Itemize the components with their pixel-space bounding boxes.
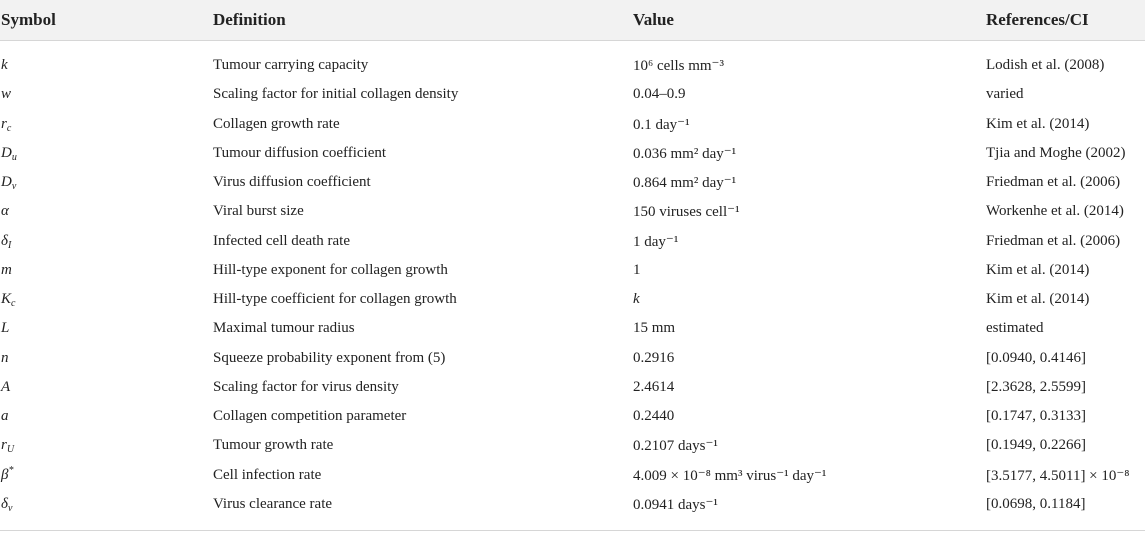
cell-symbol	[0, 314, 213, 343]
cell-value: 2.4614	[633, 378, 675, 395]
cell-value: 0.864 mm² day⁻¹	[633, 175, 737, 192]
cell-symbol	[0, 197, 213, 226]
cell-definition: Hill-type coefficient for collagen growth	[213, 291, 457, 308]
cell-value: 0.2107 days⁻¹	[633, 438, 718, 455]
table-row	[0, 461, 1145, 490]
cell-value: 150 viruses cell⁻¹	[633, 204, 740, 221]
cell-reference: [0.0698, 0.1184]	[986, 495, 1086, 512]
cell-reference: Tjia and Moghe (2002)	[986, 144, 1126, 161]
table-row	[0, 256, 1145, 285]
cell-reference: Friedman et al. (2006)	[986, 232, 1121, 249]
cell-symbol	[0, 431, 213, 460]
cell-definition: Virus diffusion coefficient	[213, 174, 371, 191]
table-row	[0, 227, 1145, 256]
cell-reference: [2.3628, 2.5599]	[986, 378, 1086, 395]
cell-symbol	[0, 139, 213, 168]
symbol-main: D	[1, 144, 12, 161]
cell-definition: Squeeze probability exponent from (5)	[213, 349, 446, 366]
symbol-main: r	[1, 115, 7, 132]
cell-definition: Virus clearance rate	[213, 495, 333, 512]
table-row	[0, 431, 1145, 460]
table-row	[0, 402, 1145, 431]
bottom-divider	[0, 530, 1145, 531]
cell-reference: Kim et al. (2014)	[986, 291, 1090, 308]
header-row	[0, 0, 1145, 41]
cell-symbol	[0, 285, 213, 314]
symbol-main: D	[1, 174, 12, 191]
table-row	[0, 41, 1145, 81]
cell-reference: Friedman et al. (2006)	[986, 174, 1121, 191]
cell-reference: Lodish et al. (2008)	[986, 57, 1105, 74]
cell-symbol	[0, 373, 213, 402]
cell-symbol	[0, 256, 213, 285]
cell-definition: Scaling factor for virus density	[213, 378, 399, 395]
cell-reference: Kim et al. (2014)	[986, 115, 1090, 132]
cell-value: k	[633, 291, 640, 308]
cell-definition: Cell infection rate	[213, 466, 322, 483]
cell-symbol	[0, 490, 213, 519]
cell-value: 1	[633, 261, 641, 278]
symbol-main: δ	[1, 232, 8, 249]
table-row	[0, 110, 1145, 139]
cell-symbol	[0, 168, 213, 197]
table-row	[0, 490, 1145, 519]
cell-definition: Viral burst size	[213, 203, 304, 220]
cell-value: 0.1 day⁻¹	[633, 116, 690, 133]
symbol-subscript: u	[11, 151, 17, 163]
table-row	[0, 344, 1145, 373]
cell-definition: Hill-type exponent for collagen growth	[213, 261, 448, 278]
symbol-main: δ	[1, 495, 8, 512]
symbol-subscript: v	[11, 181, 17, 193]
cell-reference: [0.1949, 0.2266]	[986, 437, 1086, 454]
table-header	[0, 0, 1145, 41]
symbol-main: r	[1, 437, 7, 454]
cell-reference: [0.1747, 0.3133]	[986, 408, 1086, 425]
symbol-main: α	[1, 203, 9, 220]
table-body	[0, 41, 1145, 520]
cell-reference: Kim et al. (2014)	[986, 261, 1090, 278]
cell-value: 0.0941 days⁻¹	[633, 496, 718, 513]
cell-value: 1 day⁻¹	[633, 233, 679, 250]
cell-definition: Maximal tumour radius	[213, 320, 355, 337]
cell-definition: Tumour diffusion coefficient	[213, 144, 387, 161]
cell-definition: Collagen growth rate	[213, 115, 340, 132]
symbol-main: m	[1, 261, 12, 278]
cell-value: 0.04–0.9	[633, 86, 686, 103]
symbol-main: k	[1, 57, 8, 74]
cell-symbol	[0, 80, 213, 109]
symbol-subscript: c	[6, 122, 12, 134]
symbol-main: β	[1, 466, 9, 483]
cell-definition: Tumour growth rate	[213, 437, 334, 454]
table-row	[0, 285, 1145, 314]
symbol-main: a	[1, 408, 9, 425]
cell-definition: Scaling factor for initial collagen density	[213, 86, 459, 103]
cell-reference: estimated	[986, 320, 1044, 337]
header-definition: Definition	[213, 0, 633, 41]
header-symbol: Symbol	[0, 0, 213, 41]
cell-value: 0.2440	[633, 408, 675, 425]
cell-symbol	[0, 227, 213, 256]
cell-definition: Infected cell death rate	[213, 232, 350, 249]
cell-value: 4.009 × 10⁻⁸ mm³ virus⁻¹ day⁻¹	[633, 467, 827, 484]
cell-reference: varied	[986, 86, 1024, 103]
header-references: References/CI	[986, 0, 1145, 41]
cell-symbol	[0, 402, 213, 431]
table-row	[0, 139, 1145, 168]
cell-symbol	[0, 110, 213, 139]
symbol-subscript: U	[6, 444, 15, 456]
symbol-main: n	[1, 349, 9, 366]
cell-definition: Tumour carrying capacity	[213, 57, 369, 74]
cell-value: 0.036 mm² day⁻¹	[633, 145, 737, 162]
cell-reference: Workenhe et al. (2014)	[986, 203, 1124, 220]
symbol-subscript: c	[11, 298, 16, 310]
cell-symbol	[0, 41, 213, 81]
symbol-subscript: I	[7, 239, 12, 251]
cell-value: 0.2916	[633, 349, 675, 366]
symbol-superscript: *	[8, 464, 14, 476]
symbol-subscript: v	[7, 502, 13, 514]
table-row	[0, 168, 1145, 197]
header-value: Value	[633, 0, 986, 41]
cell-symbol	[0, 461, 213, 490]
cell-value: 10⁶ cells mm⁻³	[633, 58, 724, 75]
symbol-main: w	[1, 86, 12, 103]
cell-symbol	[0, 344, 213, 373]
table-row	[0, 80, 1145, 109]
symbol-main: L	[1, 320, 10, 337]
cell-reference: [3.5177, 4.5011] × 10⁻⁸	[986, 467, 1130, 484]
table-row	[0, 314, 1145, 343]
table-row	[0, 373, 1145, 402]
cell-reference: [0.0940, 0.4146]	[986, 349, 1086, 366]
symbol-main: A	[1, 378, 11, 395]
cell-value: 15 mm	[633, 320, 676, 337]
cell-definition: Collagen competition parameter	[213, 408, 407, 425]
table-row	[0, 197, 1145, 226]
symbol-main: K	[1, 291, 12, 308]
